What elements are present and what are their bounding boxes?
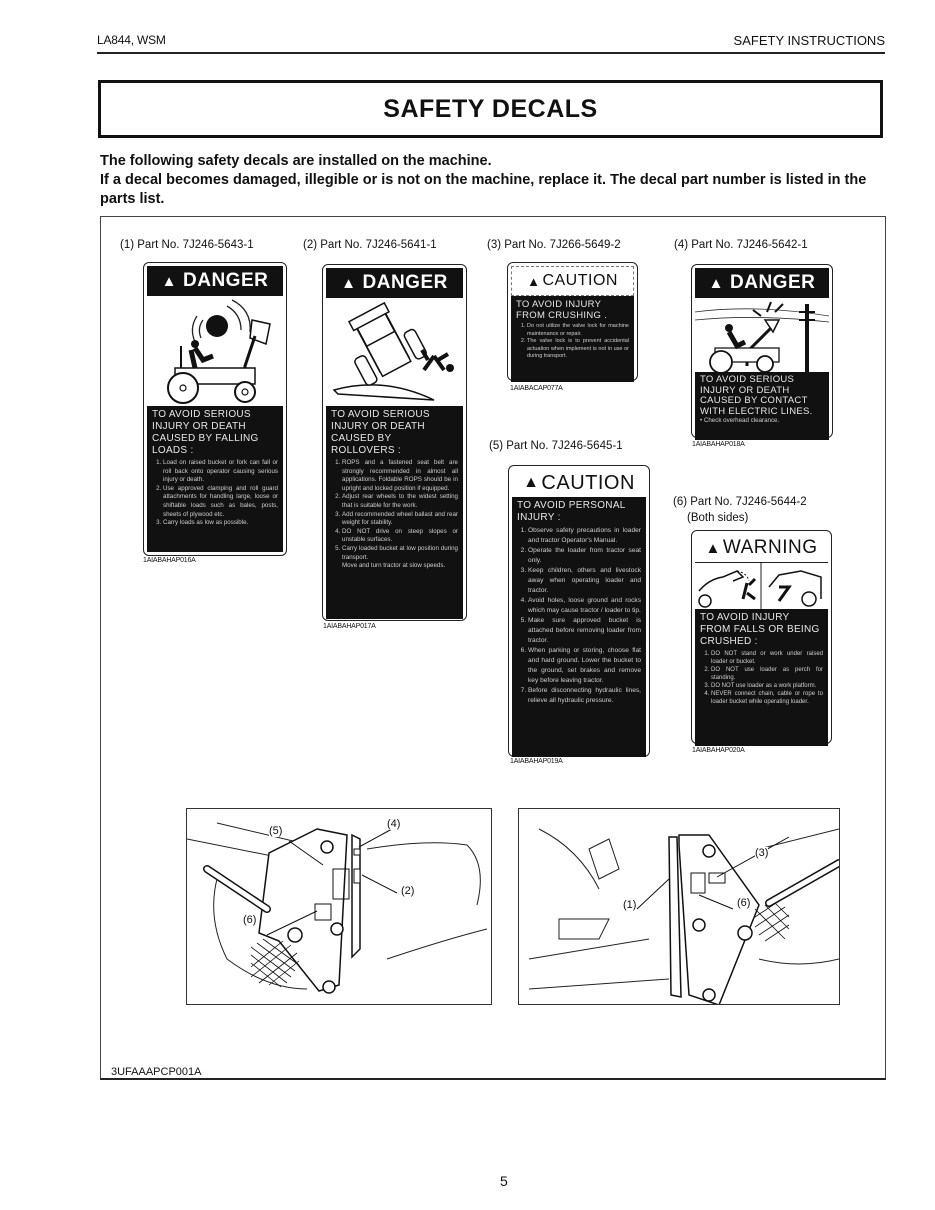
callout-2: (2) <box>401 885 415 897</box>
decal-5-label: (5) Part No. 7J246-5645-1 <box>489 440 623 452</box>
decal-5-body <box>512 497 646 757</box>
decal-4-bullet: • Check overhead clearance. <box>700 417 780 424</box>
decal-5-item: 3. Keep children, others and livestock away when operating loader and tractor. <box>528 566 641 596</box>
decal-3-item: 2. The valve lock is to prevent accidental actuation when implement is not in use or during transport. <box>527 338 629 361</box>
decal-6 <box>691 530 832 744</box>
callout-5: (5) <box>269 825 283 837</box>
decal-1-lead: TO AVOID SERIOUS INJURY OR DEATH CAUSED BY FALLING LOADS : <box>152 409 259 456</box>
decal-5-item: 5. Make sure approved bucket is attached before removing loader from tractor. <box>528 616 641 646</box>
decal-3-lead: TO AVOID INJURY FROM CRUSHING . <box>516 299 608 321</box>
decal-2-lead: TO AVOID SERIOUS INJURY OR DEATH CAUSED BY ROLLOVERS : <box>331 409 430 456</box>
decal-5-item: 6. When parking or storing, choose flat and hard ground. Lower the bucket to the ground, set brakes and remove key before leaving tractor. <box>528 646 641 686</box>
decal-4-body <box>695 372 829 440</box>
decal-6-sublabel: (Both sides) <box>687 512 749 524</box>
decal-location-figure-right <box>518 808 840 1005</box>
electric-line-illustration <box>695 298 829 372</box>
decal-2-item: 5. Carry loaded bucket at low position during transport. <box>342 545 458 562</box>
decal-6-item: 4. NEVER connect chain, cable or rope to loader bucket while operating loader. <box>711 690 823 706</box>
decal-5-item: 1. Observe safety precautions in loader and tractor Operator's Manual. <box>528 526 641 546</box>
callout-6: (6) <box>243 914 257 926</box>
decal-3-item: 1. Do not utilize the valve lock for machine maintenance or repair. <box>527 323 629 338</box>
decal-5 <box>508 465 650 757</box>
decal-2-extra: Move and turn tractor at slow speeds. <box>342 562 446 570</box>
decal-4-label: (4) Part No. 7J246-5642-1 <box>674 239 808 251</box>
decal-3-items <box>516 323 629 361</box>
page-title: SAFETY DECALS <box>383 94 598 123</box>
decal-5-lead: TO AVOID PERSONAL INJURY : <box>517 500 626 523</box>
decal-6-signal: WARNING <box>722 537 818 558</box>
decal-5-code: 1AIABAHAP019A <box>510 758 563 765</box>
warning-triangle-icon: ▲ <box>341 274 357 292</box>
decal-3-signal: CAUTION <box>542 272 618 289</box>
falling-load-illustration <box>147 296 283 406</box>
header-rule <box>97 52 885 54</box>
loader-bracket-left-illustration <box>187 809 492 1005</box>
decal-1-label: (1) Part No. 7J246-5643-1 <box>120 239 254 251</box>
decal-3-body <box>511 296 634 382</box>
decal-5-item: 2. Operate the loader from tractor seat only. <box>528 546 641 566</box>
section-title: SAFETY INSTRUCTIONS <box>733 33 885 48</box>
decal-6-header <box>695 534 828 562</box>
decal-3-code: 1AIABACAP077A <box>510 385 563 392</box>
decal-5-header <box>512 469 646 497</box>
decal-1 <box>143 262 287 556</box>
decal-3-header <box>511 266 634 296</box>
decal-1-signal: DANGER <box>183 270 269 291</box>
decal-1-code: 1AIABAHAP016A <box>143 557 196 564</box>
decal-2 <box>322 264 467 621</box>
decal-6-item: 1. DO NOT stand or work under raised loader or bucket. <box>711 650 823 666</box>
warning-triangle-icon: ▲ <box>708 274 724 292</box>
decal-4-header <box>695 268 829 298</box>
decal-2-body <box>326 406 463 619</box>
decal-2-item: 4. DO NOT drive on steep slopes or unstable surfaces. <box>342 528 458 545</box>
decal-6-lead: TO AVOID INJURY FROM FALLS OR BEING CRUSHED : <box>700 612 820 647</box>
decal-2-header <box>326 268 463 298</box>
figure-code: 3UFAAAPCP001A <box>111 1066 202 1078</box>
decal-3-label: (3) Part No. 7J266-5649-2 <box>487 239 621 251</box>
warning-triangle-icon: ▲ <box>161 272 177 290</box>
decal-1-body <box>147 406 283 552</box>
callout-4: (4) <box>387 818 401 830</box>
decal-4-code: 1AIABAHAP018A <box>692 441 745 448</box>
decal-5-items <box>517 526 641 706</box>
decal-2-items <box>331 459 458 562</box>
intro-line-1: The following safety decals are installed on the machine. <box>100 153 492 169</box>
decal-location-figure-left <box>186 808 492 1005</box>
decal-1-item: 2. Use approved clamping and roll guard attachments for handling large, loose or shiftable loads such as bales, posts, sheets of plywood etc. <box>163 485 278 519</box>
decal-2-item: 2. Adjust rear wheels to the widest setting that is suitable for the work. <box>342 493 458 510</box>
decal-2-item: 1. ROPS and a fastened seat belt are strongly recommended in almost all applications. Foldable ROPS should be in upright and locked position if equipped. <box>342 459 458 493</box>
decal-6-label: (6) Part No. 7J246-5644-2 <box>673 496 807 508</box>
intro-line-2: If a decal becomes damaged, illegible or is not on the machine, replace it. The decal part number is listed in the parts list. <box>100 172 867 207</box>
decal-5-item: 4. Avoid holes, loose ground and rocks which may cause tractor / loader to tip. <box>528 596 641 616</box>
decal-6-item: 3. DO NOT use loader as a work platform. <box>711 682 823 690</box>
callout-1: (1) <box>623 899 637 911</box>
callout-3: (3) <box>755 847 769 859</box>
decal-6-items <box>700 650 823 706</box>
decal-5-signal: CAUTION <box>541 471 635 494</box>
decal-4 <box>691 264 833 438</box>
rollover-illustration <box>326 298 463 406</box>
decal-2-label: (2) Part No. 7J246-5641-1 <box>303 239 437 251</box>
loader-bracket-right-illustration <box>519 809 840 1005</box>
decal-1-item: 3. Carry loads as low as possible. <box>163 519 278 528</box>
decal-4-signal: DANGER <box>730 272 816 293</box>
falls-crushing-illustration <box>695 562 828 609</box>
decal-2-code: 1AIABAHAP017A <box>323 623 376 630</box>
decal-2-signal: DANGER <box>362 272 448 293</box>
decal-4-lead: TO AVOID SERIOUS INJURY OR DEATH CAUSED BY CONTACT WITH ELECTRIC LINES. <box>700 374 813 417</box>
decal-1-item: 1. Load on raised bucket or fork can fall or roll back onto operator causing serious injury or death. <box>163 459 278 485</box>
decal-1-header <box>147 266 283 296</box>
manual-code: LA844, WSM <box>97 33 166 47</box>
decal-6-item: 2. DO NOT use loader as perch for standing. <box>711 666 823 682</box>
page-title-box <box>98 80 883 138</box>
callout-6: (6) <box>737 897 751 909</box>
decal-6-body <box>695 609 828 746</box>
warning-triangle-icon: ▲ <box>705 539 721 557</box>
decal-5-item: 7. Before disconnecting hydraulic lines, relieve all hydraulic pressure. <box>528 686 641 706</box>
decal-1-items <box>152 459 278 528</box>
warning-triangle-icon: ▲ <box>523 474 540 491</box>
warning-triangle-icon: ▲ <box>527 273 541 289</box>
decal-2-item: 3. Add recommended wheel ballast and rear weight for stability. <box>342 511 458 528</box>
page-number: 5 <box>500 1173 508 1189</box>
intro-text <box>100 152 890 209</box>
decal-3 <box>507 262 638 381</box>
decal-6-code: 1AIABAHAP020A <box>692 747 745 754</box>
